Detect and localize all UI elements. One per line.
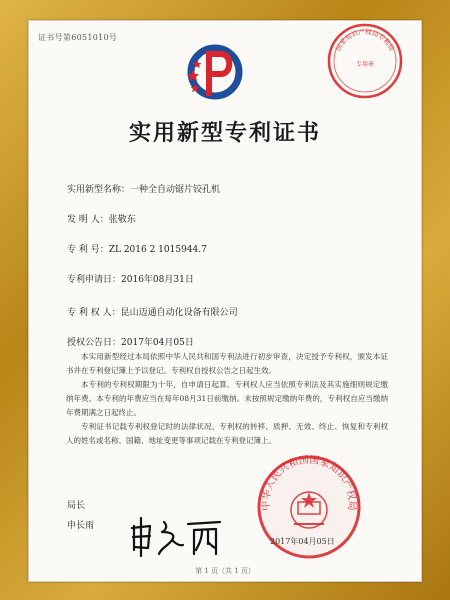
patent-number-row <box>67 242 207 255</box>
model-name-label: 实用新型名称： <box>67 185 131 195</box>
certificate-title: 实用新型专利证书 <box>128 120 321 146</box>
body-paragraph-3: 专利证书记载专利权登记时的法律状况。专利权的转移、质押、无效、终止、恢复和专利权人的姓名或名称、国籍、地址变更等事项记载在专利登记簿上。 <box>66 422 388 445</box>
inventor-label: 发 明 人： <box>67 215 109 225</box>
inventor-value: 张敬东 <box>108 215 136 225</box>
director-name: 申长雨 <box>67 521 95 531</box>
director-title: 局长 <box>67 501 86 511</box>
grant-date-value: 2017年04月05日 <box>121 338 194 348</box>
grant-date-label: 授权公告日： <box>67 338 122 348</box>
top-right-seal <box>326 22 404 100</box>
patentee-value: 昆山迈通自动化设备有限公司 <box>120 308 238 318</box>
certificate-body <box>66 350 388 448</box>
model-name-value: 一种全自动锯片铰孔机 <box>130 185 221 195</box>
model-name-row <box>67 182 220 195</box>
svg-text:中华人民共和国国家知识产权局: 中华人民共和国国家知识产权局 <box>260 454 358 511</box>
filing-date-label: 专利申请日： <box>67 275 122 285</box>
certificate-number: 证书号第6051010号 <box>38 33 118 42</box>
patentee-label: 专 利 权 人： <box>67 308 121 318</box>
page-indicator: 第 1 页（共 1 页） <box>195 567 255 575</box>
filing-date-value: 2016年08月31日 <box>121 275 194 285</box>
patent-office-logo <box>183 40 247 104</box>
filing-date-row <box>67 272 194 285</box>
director-signature <box>128 514 223 558</box>
patent-number-label: 专 利 号： <box>67 245 109 255</box>
seal-date: 2017年04月05日 <box>270 537 335 546</box>
patent-number-value: ZL 2016 2 1015944.7 <box>108 245 207 255</box>
body-paragraph-2: 本专利的专利权期限为十年，自申请日起算。专利权人应当依照专利法及其实施细则规定缴纳年费。本专利的年费应当在每年08月31日前缴纳。未按照规定缴纳年费的，专利权自应当缴纳年费期满之日起终止。 <box>66 380 388 417</box>
grant-date-row <box>67 335 194 348</box>
svg-text:国家知识产权局专利局: 国家知识产权局专利局 <box>334 27 396 53</box>
patentee-row <box>67 305 238 318</box>
svg-text:专用章: 专用章 <box>355 61 375 68</box>
inventor-row <box>67 212 136 225</box>
body-paragraph-1: 本实用新型经过本局依照中华人民共和国专利法进行初步审查，决定授予专利权，颁发本证书并在专利登记簿上予以登记。专利权自授权公告之日起生效。 <box>66 352 388 375</box>
